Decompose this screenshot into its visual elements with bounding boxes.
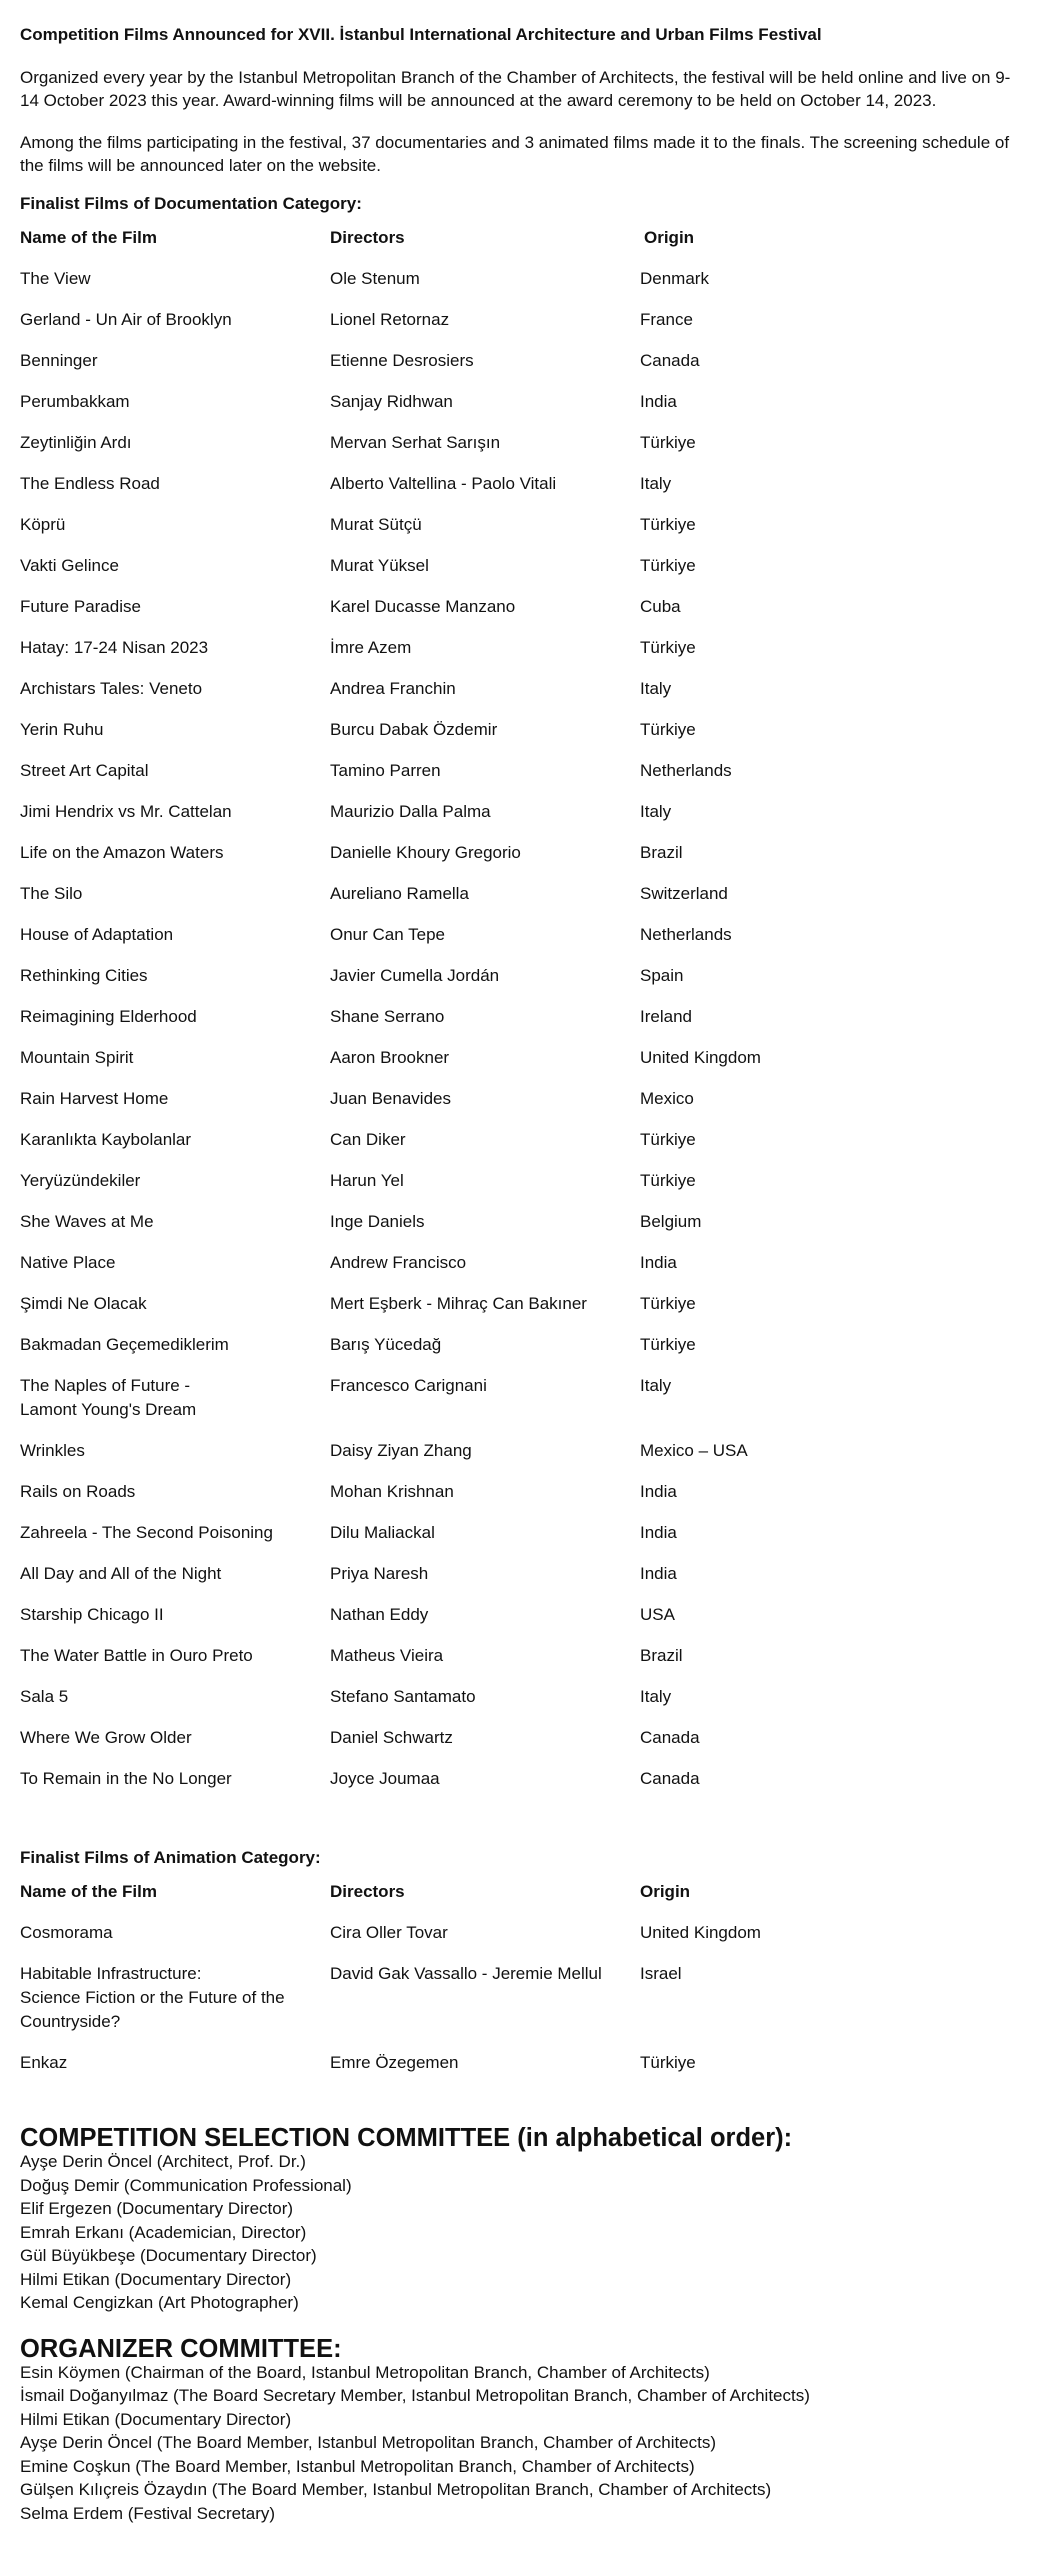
origin-cell: Denmark <box>640 269 709 288</box>
directors-cell: Alberto Valtellina - Paolo Vitali <box>330 474 557 493</box>
table-row <box>20 589 1022 630</box>
directors-cell: Matheus Vieira <box>330 1646 444 1665</box>
origin-cell: Türkiye <box>640 1130 696 1149</box>
origin-cell: Italy <box>640 802 672 821</box>
column-header-origin: Origin <box>644 228 695 247</box>
film-name-cell: Street Art Capital <box>20 761 149 780</box>
documentary-section-heading: Finalist Films of Documentation Category: <box>20 194 362 213</box>
film-name-cell: Şimdi Ne Olacak <box>20 1294 147 1313</box>
directors-cell: Lionel Retornaz <box>330 310 450 329</box>
origin-cell: Spain <box>640 966 684 985</box>
origin-cell: United Kingdom <box>640 1048 761 1067</box>
film-name-cell: The Endless Road <box>20 474 160 493</box>
directors-cell: Priya Naresh <box>330 1564 429 1583</box>
table-row <box>20 1245 1022 1286</box>
origin-cell: India <box>640 1564 677 1583</box>
directors-cell: Joyce Joumaa <box>330 1769 440 1788</box>
table-row <box>20 1515 1022 1556</box>
origin-cell: Italy <box>640 1687 672 1706</box>
film-name-cell: Köprü <box>20 515 66 534</box>
list-item: Ayşe Derin Öncel (The Board Member, Istanbul Metropolitan Branch, Chamber of Architects) <box>20 2433 717 2452</box>
table-row <box>20 1081 1022 1122</box>
table-row <box>20 999 1022 1040</box>
origin-cell: Netherlands <box>640 761 732 780</box>
table-row <box>20 1474 1022 1515</box>
selection-committee-list <box>20 2150 1022 2315</box>
directors-cell: Can Diker <box>330 1130 406 1149</box>
table-row <box>20 1122 1022 1163</box>
table-row <box>20 630 1022 671</box>
film-name-cell: The Naples of Future - Lamont Young's Dream <box>20 1376 197 1419</box>
list-item: Doğuş Demir (Communication Professional) <box>20 2175 352 2195</box>
origin-cell: Israel <box>640 1964 682 1983</box>
film-name-cell: Wrinkles <box>20 1441 85 1460</box>
origin-cell: Türkiye <box>640 433 696 452</box>
table-row <box>20 1556 1022 1597</box>
directors-cell: Sanjay Ridhwan <box>330 392 453 411</box>
table-row <box>20 1286 1022 1327</box>
column-header-origin: Origin <box>640 1882 691 1901</box>
origin-cell: France <box>640 310 693 329</box>
film-name-cell: Vakti Gelince <box>20 556 119 575</box>
origin-cell: Italy <box>640 679 672 698</box>
list-item: Emine Coşkun (The Board Member, Istanbul Metropolitan Branch, Chamber of Architects) <box>20 2456 695 2476</box>
origin-cell: Italy <box>640 1376 672 1395</box>
film-name-cell: To Remain in the No Longer <box>20 1769 232 1788</box>
directors-cell: Aureliano Ramella <box>330 884 469 903</box>
film-name-cell: Archistars Tales: Veneto <box>20 679 203 698</box>
directors-cell: İmre Azem <box>330 638 412 657</box>
directors-cell: Karel Ducasse Manzano <box>330 597 516 616</box>
table-row <box>20 1327 1022 1368</box>
table-row <box>20 384 1022 425</box>
film-name-cell: Yerin Ruhu <box>20 720 104 739</box>
origin-cell: Belgium <box>640 1212 702 1231</box>
column-header-directors: Directors <box>330 228 405 247</box>
directors-cell: Nathan Eddy <box>330 1605 429 1624</box>
table-row <box>20 1163 1022 1204</box>
list-item: Kemal Cengizkan (Art Photographer) <box>20 2293 299 2312</box>
directors-cell: Emre Özegemen <box>330 2053 459 2072</box>
table-row <box>20 1915 1022 1956</box>
list-item: Hilmi Etikan (Documentary Director) <box>20 2269 292 2289</box>
list-item: Emrah Erkanı (Academician, Director) <box>20 2222 307 2242</box>
film-name-cell: Gerland - Un Air of Brooklyn <box>20 310 232 329</box>
origin-cell: India <box>640 1253 677 1272</box>
directors-cell: Ole Stenum <box>330 269 420 288</box>
film-name-cell: The Water Battle in Ouro Preto <box>20 1646 253 1665</box>
film-name-cell: Zahreela - The Second Poisoning <box>20 1523 273 1542</box>
directors-cell: Juan Benavides <box>330 1089 451 1108</box>
list-item: Gül Büyükbeşe (Documentary Director) <box>20 2246 317 2265</box>
film-name-cell: Starship Chicago II <box>20 1605 164 1624</box>
film-name-cell: Benninger <box>20 351 98 370</box>
table-row <box>20 261 1022 302</box>
directors-cell: Daniel Schwartz <box>330 1728 453 1747</box>
origin-cell: Türkiye <box>640 515 696 534</box>
selection-committee-heading: COMPETITION SELECTION COMMITTEE (in alphabetical order): <box>20 2124 793 2152</box>
film-name-cell: Perumbakkam <box>20 392 130 411</box>
column-header-directors: Directors <box>330 1882 405 1901</box>
table-row <box>20 1368 1022 1433</box>
origin-cell: Türkiye <box>640 720 696 739</box>
directors-cell: Mert Eşberk - Mihraç Can Bakıner <box>330 1294 587 1313</box>
directors-cell: Murat Yüksel <box>330 556 429 575</box>
table-header-row <box>20 1869 1022 1915</box>
table-row <box>20 876 1022 917</box>
origin-cell: Switzerland <box>640 884 728 903</box>
table-row <box>20 917 1022 958</box>
film-name-cell: Rethinking Cities <box>20 966 148 985</box>
origin-cell: Türkiye <box>640 1335 696 1354</box>
directors-cell: Inge Daniels <box>330 1212 425 1231</box>
organizer-committee-heading: ORGANIZER COMMITTEE: <box>20 2334 342 2363</box>
origin-cell: Mexico – USA <box>640 1441 748 1460</box>
table-row <box>20 302 1022 343</box>
table-row <box>20 1761 1022 1802</box>
directors-cell: David Gak Vassallo - Jeremie Mellul <box>330 1964 602 1983</box>
table-row <box>20 1433 1022 1474</box>
origin-cell: Canada <box>640 1728 700 1747</box>
list-item: Esin Köymen (Chairman of the Board, Istanbul Metropolitan Branch, Chamber of Architects) <box>20 2362 710 2382</box>
origin-cell: Türkiye <box>640 556 696 575</box>
intro-paragraph-1: Organized every year by the Istanbul Metropolitan Branch of the Chamber of Architects, the festival will be held online and live on 9-14 October 2023 this year. Award-winning films will be announced at the award ceremony to be held on October 14, 2023. <box>20 68 1011 110</box>
origin-cell: USA <box>640 1605 675 1624</box>
intro-paragraph-2: Among the films participating in the festival, 37 documentaries and 3 animated films made it to the finals. The screening schedule of the films will be announced later on the website. <box>20 133 1010 175</box>
directors-cell: Francesco Carignani <box>330 1376 487 1395</box>
directors-cell: Maurizio Dalla Palma <box>330 802 491 821</box>
table-row <box>20 1720 1022 1761</box>
origin-cell: Brazil <box>640 843 683 862</box>
film-name-cell: Habitable Infrastructure: Science Fiction or the Future of the Countryside? <box>20 1964 285 2031</box>
animation-table-body <box>20 1915 1022 2086</box>
film-name-cell: The Silo <box>20 884 83 903</box>
film-name-cell: Karanlıkta Kaybolanlar <box>20 1130 192 1149</box>
table-row <box>20 548 1022 589</box>
column-header-film-name: Name of the Film <box>20 228 157 247</box>
directors-cell: Aaron Brookner <box>330 1048 450 1067</box>
directors-cell: Danielle Khoury Gregorio <box>330 843 521 862</box>
table-row <box>20 794 1022 835</box>
origin-cell: Netherlands <box>640 925 732 944</box>
film-name-cell: Future Paradise <box>20 597 141 616</box>
film-name-cell: Native Place <box>20 1253 116 1272</box>
list-item: Hilmi Etikan (Documentary Director) <box>20 2409 292 2429</box>
table-row <box>20 671 1022 712</box>
film-name-cell: Zeytinliğin Ardı <box>20 433 132 452</box>
table-row <box>20 1679 1022 1720</box>
column-header-film-name: Name of the Film <box>20 1882 157 1901</box>
directors-cell: Daisy Ziyan Zhang <box>330 1441 472 1460</box>
list-item: Ayşe Derin Öncel (Architect, Prof. Dr.) <box>20 2152 306 2171</box>
organizer-committee-list <box>20 2361 1022 2526</box>
table-row <box>20 466 1022 507</box>
documentary-films-table <box>20 215 1022 1802</box>
directors-cell: Javier Cumella Jordán <box>330 966 500 985</box>
film-name-cell: All Day and All of the Night <box>20 1564 222 1583</box>
origin-cell: Türkiye <box>640 1171 696 1190</box>
film-name-cell: Hatay: 17-24 Nisan 2023 <box>20 638 209 657</box>
table-row <box>20 1638 1022 1679</box>
directors-cell: Tamino Parren <box>330 761 441 780</box>
table-row <box>20 343 1022 384</box>
table-row <box>20 1597 1022 1638</box>
film-name-cell: Sala 5 <box>20 1687 69 1706</box>
list-item: Gülşen Kılıçreis Özaydın (The Board Member, Istanbul Metropolitan Branch, Chamber of Architects) <box>20 2480 772 2499</box>
directors-cell: Burcu Dabak Özdemir <box>330 720 498 739</box>
directors-cell: Mervan Serhat Sarışın <box>330 433 501 452</box>
directors-cell: Shane Serrano <box>330 1007 445 1026</box>
directors-cell: Barış Yücedağ <box>330 1335 442 1354</box>
origin-cell: Cuba <box>640 597 681 616</box>
film-name-cell: Rails on Roads <box>20 1482 136 1501</box>
origin-cell: United Kingdom <box>640 1923 761 1942</box>
origin-cell: India <box>640 392 677 411</box>
origin-cell: Canada <box>640 351 700 370</box>
film-name-cell: House of Adaptation <box>20 925 174 944</box>
table-row <box>20 1956 1022 2045</box>
directors-cell: Onur Can Tepe <box>330 925 445 944</box>
table-row <box>20 2045 1022 2086</box>
list-item: Selma Erdem (Festival Secretary) <box>20 2503 276 2523</box>
origin-cell: Italy <box>640 474 672 493</box>
film-name-cell: Cosmorama <box>20 1923 113 1942</box>
list-item: İsmail Doğanyılmaz (The Board Secretary Member, Istanbul Metropolitan Branch, Chamber of Architects) <box>20 2386 810 2405</box>
origin-cell: Türkiye <box>640 2053 696 2072</box>
page-title: Competition Films Announced for XVII. İstanbul International Architecture and Urban Films Festival <box>20 25 822 44</box>
film-name-cell: Rain Harvest Home <box>20 1089 169 1108</box>
film-name-cell: The View <box>20 269 91 288</box>
film-name-cell: Mountain Spirit <box>20 1048 134 1067</box>
film-name-cell: Jimi Hendrix vs Mr. Cattelan <box>20 802 232 821</box>
table-row <box>20 712 1022 753</box>
origin-cell: Brazil <box>640 1646 683 1665</box>
table-row <box>20 1204 1022 1245</box>
origin-cell: Ireland <box>640 1007 692 1026</box>
origin-cell: Canada <box>640 1769 700 1788</box>
film-name-cell: Reimagining Elderhood <box>20 1007 197 1026</box>
animation-films-table <box>20 1869 1022 2086</box>
table-row <box>20 835 1022 876</box>
directors-cell: Cira Oller Tovar <box>330 1923 448 1942</box>
film-name-cell: Life on the Amazon Waters <box>20 843 224 862</box>
directors-cell: Etienne Desrosiers <box>330 351 474 370</box>
origin-cell: Türkiye <box>640 638 696 657</box>
table-row <box>20 507 1022 548</box>
directors-cell: Harun Yel <box>330 1171 404 1190</box>
origin-cell: Türkiye <box>640 1294 696 1313</box>
documentary-table-body <box>20 261 1022 1802</box>
table-row <box>20 425 1022 466</box>
table-row <box>20 1040 1022 1081</box>
table-row <box>20 753 1022 794</box>
table-row <box>20 958 1022 999</box>
animation-section-heading: Finalist Films of Animation Category: <box>20 1848 321 1867</box>
origin-cell: Mexico <box>640 1089 694 1108</box>
directors-cell: Andrew Francisco <box>330 1253 467 1272</box>
directors-cell: Dilu Maliackal <box>330 1523 435 1542</box>
table-header-row <box>20 215 1022 261</box>
film-name-cell: Enkaz <box>20 2053 68 2072</box>
directors-cell: Murat Sütçü <box>330 515 422 534</box>
origin-cell: India <box>640 1523 677 1542</box>
directors-cell: Andrea Franchin <box>330 679 456 698</box>
directors-cell: Stefano Santamato <box>330 1687 476 1706</box>
list-item: Elif Ergezen (Documentary Director) <box>20 2199 294 2218</box>
film-name-cell: Where We Grow Older <box>20 1728 192 1747</box>
directors-cell: Mohan Krishnan <box>330 1482 454 1501</box>
film-name-cell: She Waves at Me <box>20 1212 154 1231</box>
film-name-cell: Bakmadan Geçemediklerim <box>20 1335 229 1354</box>
origin-cell: India <box>640 1482 677 1501</box>
film-name-cell: Yeryüzündekiler <box>20 1171 141 1190</box>
